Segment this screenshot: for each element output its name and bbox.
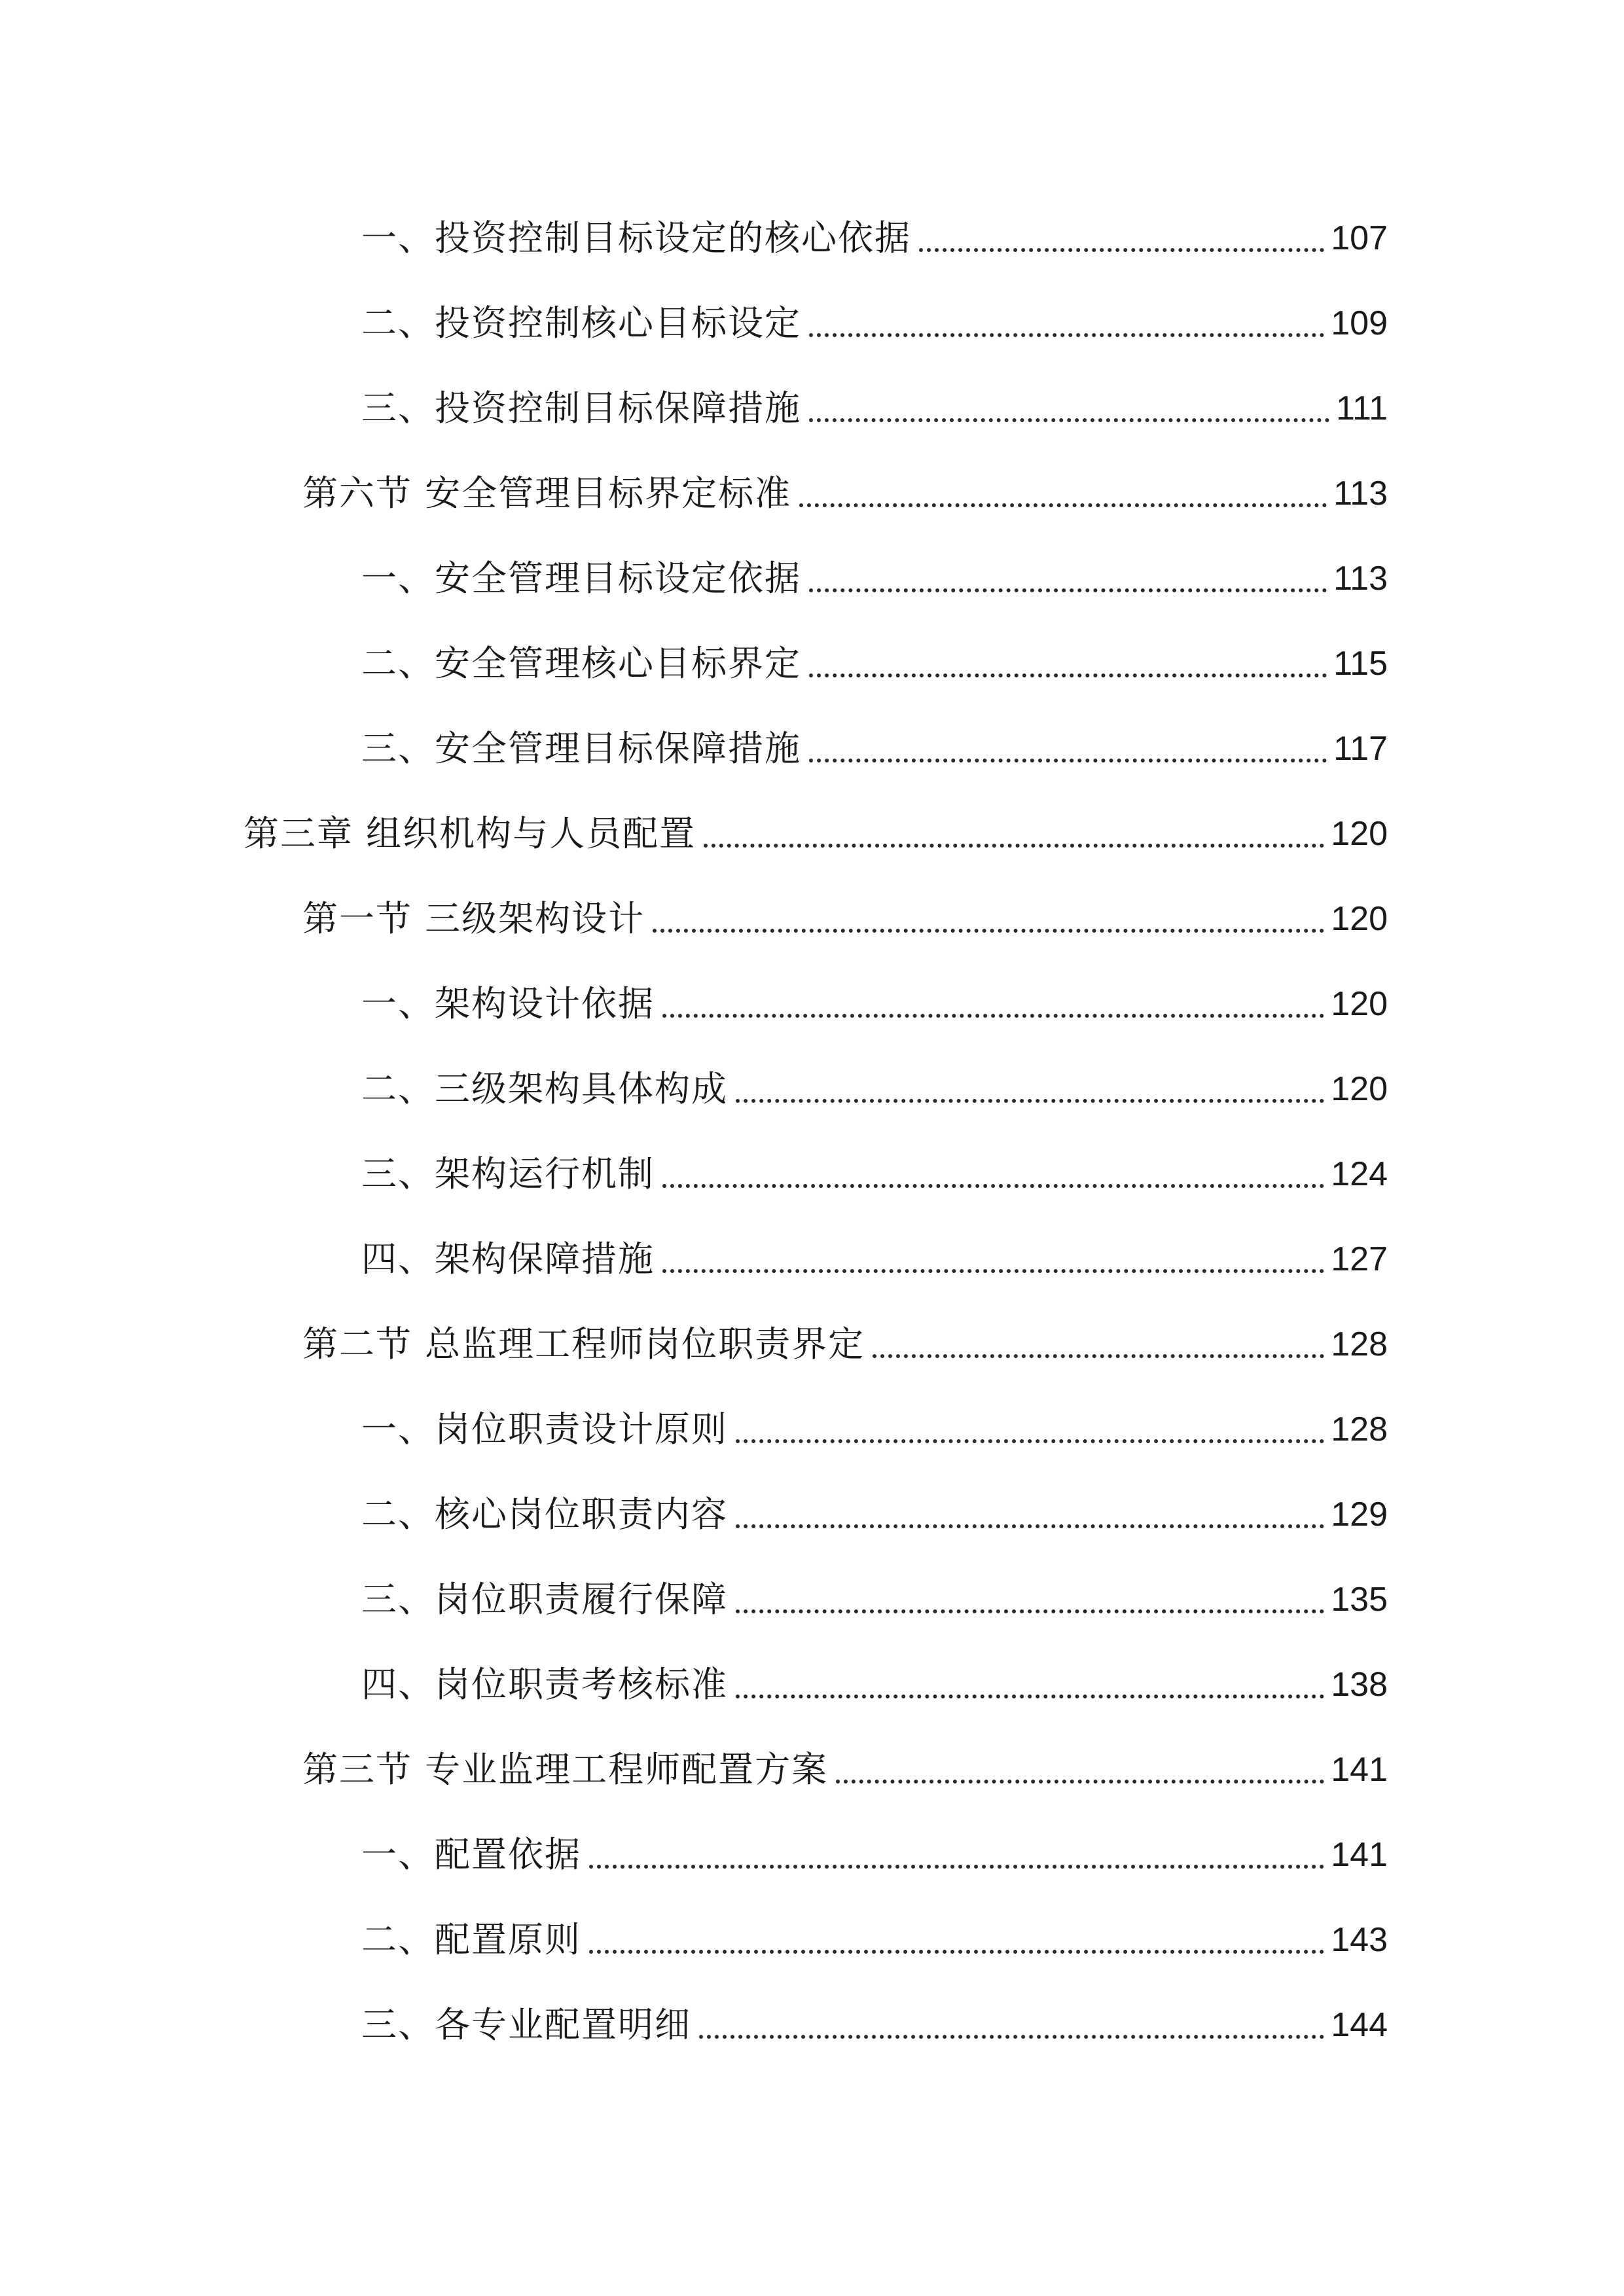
toc-entry[interactable]: [361, 1148, 1388, 1200]
dot-leader: [704, 844, 1324, 848]
toc-entry-page: 124: [1331, 1155, 1388, 1193]
toc-entry-title: 第二节 总监理工程师岗位职责界定: [302, 1323, 865, 1365]
dot-leader: [736, 1439, 1324, 1443]
toc-entry[interactable]: [361, 1829, 1388, 1881]
dot-leader: [589, 1865, 1324, 1869]
dot-leader: [809, 333, 1324, 337]
dot-leader: [736, 1099, 1324, 1103]
toc-entry-title: 四、架构保障措施: [361, 1238, 655, 1280]
toc-entry[interactable]: [361, 637, 1388, 690]
dot-leader: [589, 1950, 1324, 1954]
toc-entry[interactable]: [361, 212, 1388, 264]
toc-entry-page: 144: [1331, 2006, 1388, 2044]
toc-entry-title: 第六节 安全管理目标界定标准: [302, 473, 792, 514]
toc-entry-title: 第一节 三级架构设计: [302, 898, 645, 939]
toc-entry-title: 三、投资控制目标保障措施: [361, 387, 801, 429]
toc-entry-title: 第三章 组织机构与人员配置: [244, 813, 696, 854]
dot-leader: [809, 759, 1327, 762]
toc-entry-title: 三、岗位职责履行保障: [361, 1579, 728, 1620]
toc-entry-page: 135: [1331, 1581, 1388, 1619]
toc-entry-title: 三、各专业配置明细: [361, 2004, 691, 2045]
dot-leader: [873, 1354, 1324, 1358]
toc-entry-page: 107: [1331, 219, 1388, 257]
toc-entry[interactable]: [361, 552, 1388, 605]
dot-leader: [809, 588, 1327, 592]
toc-entry[interactable]: [302, 1744, 1388, 1796]
toc-entry[interactable]: [361, 1573, 1388, 1626]
dot-leader: [736, 1695, 1324, 1698]
toc-entry-title: 二、配置原则: [361, 1919, 581, 1960]
dot-leader: [919, 248, 1324, 252]
toc-entry-page: 115: [1333, 645, 1388, 683]
toc-entry-title: 二、三级架构具体构成: [361, 1068, 728, 1109]
dot-leader: [809, 418, 1329, 422]
toc-entry-title: 一、投资控制目标设定的核心依据: [361, 217, 911, 259]
toc-entry[interactable]: [361, 723, 1388, 775]
toc-entry-page: 128: [1331, 1325, 1388, 1363]
toc-entry[interactable]: [361, 382, 1388, 435]
toc-entry-page: 120: [1331, 900, 1388, 938]
toc-entry-page: 109: [1331, 304, 1388, 342]
toc-entry[interactable]: [361, 297, 1388, 350]
toc-entry[interactable]: [361, 1488, 1388, 1541]
toc-entry-title: 二、投资控制核心目标设定: [361, 302, 801, 344]
toc-entry-page: 141: [1331, 1751, 1388, 1789]
dot-leader: [809, 673, 1327, 677]
toc-entry-title: 二、安全管理核心目标界定: [361, 643, 801, 684]
toc-entry-page: 127: [1331, 1240, 1388, 1278]
toc-entry-title: 一、安全管理目标设定依据: [361, 558, 801, 599]
toc-entry[interactable]: [361, 1233, 1388, 1285]
toc-entry-title: 一、架构设计依据: [361, 983, 655, 1024]
dot-leader: [799, 503, 1327, 507]
dot-leader: [736, 1524, 1324, 1528]
toc-entry[interactable]: [361, 1999, 1388, 2051]
dot-leader: [662, 1269, 1324, 1273]
dot-leader: [662, 1014, 1324, 1018]
toc-entry-page: 120: [1331, 1070, 1388, 1108]
toc-entry[interactable]: [302, 893, 1388, 945]
toc-entry-page: 117: [1333, 730, 1388, 768]
toc-entry-title: 第三节 专业监理工程师配置方案: [302, 1749, 829, 1790]
dot-leader: [736, 1609, 1324, 1613]
toc-entry-title: 一、配置依据: [361, 1834, 581, 1875]
toc-entry[interactable]: [244, 808, 1388, 860]
toc-entry[interactable]: [361, 1914, 1388, 1966]
toc-entry[interactable]: [302, 467, 1388, 520]
toc-entry-title: 三、安全管理目标保障措施: [361, 728, 801, 769]
dot-leader: [699, 2035, 1324, 2039]
toc-entry-title: 二、核心岗位职责内容: [361, 1494, 728, 1535]
toc-entry-page: 113: [1333, 475, 1388, 512]
toc-entry-title: 一、岗位职责设计原则: [361, 1408, 728, 1450]
toc-entry[interactable]: [361, 978, 1388, 1030]
toc-entry[interactable]: [361, 1063, 1388, 1115]
dot-leader: [662, 1184, 1324, 1188]
toc-entry-page: 113: [1333, 560, 1388, 598]
toc-entry-title: 三、架构运行机制: [361, 1153, 655, 1194]
toc-entry[interactable]: [361, 1659, 1388, 1711]
toc-entry-title: 四、岗位职责考核标准: [361, 1664, 728, 1705]
toc-entry-page: 111: [1335, 389, 1388, 427]
toc-entry[interactable]: [361, 1403, 1388, 1456]
toc-entry-page: 143: [1331, 1921, 1388, 1959]
toc-entry[interactable]: [302, 1318, 1388, 1371]
toc-entry-page: 141: [1331, 1836, 1388, 1874]
toc-entry-page: 138: [1331, 1666, 1388, 1704]
toc-entry-page: 128: [1331, 1410, 1388, 1448]
toc-entry-page: 129: [1331, 1496, 1388, 1534]
toc-entry-page: 120: [1331, 815, 1388, 853]
dot-leader: [653, 929, 1324, 933]
dot-leader: [836, 1780, 1324, 1784]
toc-entry-page: 120: [1331, 985, 1388, 1023]
